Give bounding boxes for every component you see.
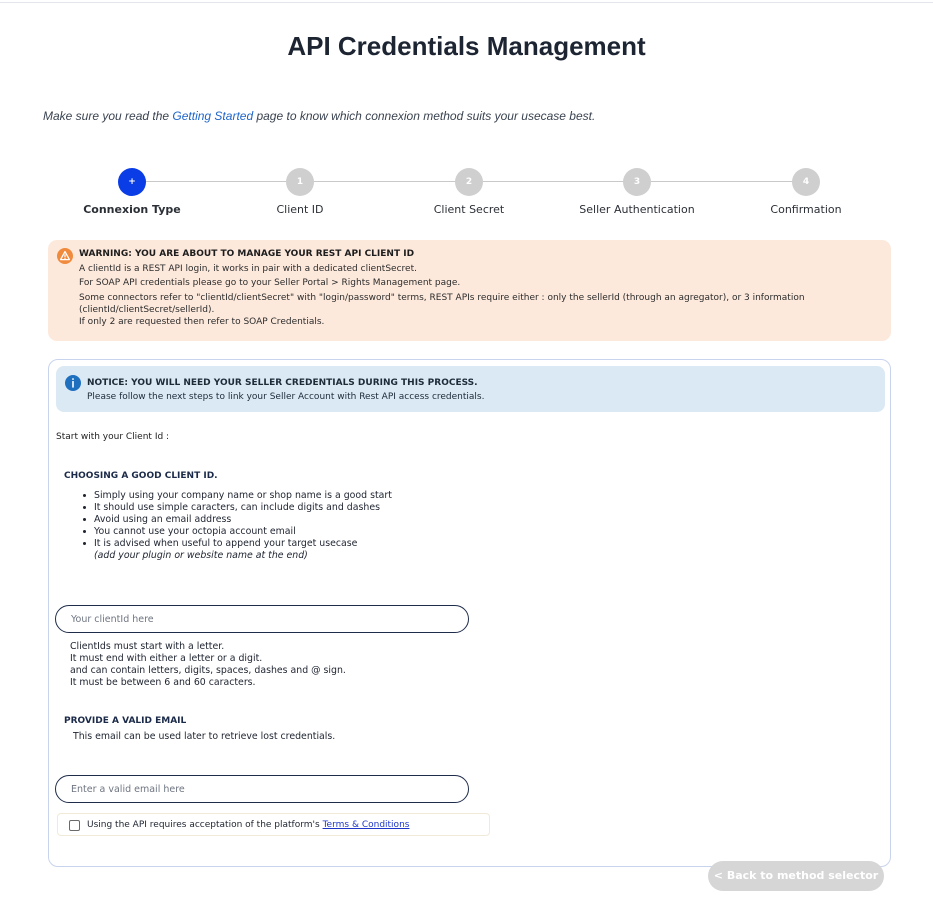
notice-title: NOTICE: YOU WILL NEED YOUR SELLER CREDENTIALS DURING THIS PROCESS.	[87, 378, 478, 388]
warning-line: For SOAP API credentials please go to your Seller Portal > Rights Management page.	[79, 278, 461, 289]
rule-line: It must be between 6 and 60 caracters.	[70, 677, 256, 688]
notice-text: Please follow the next steps to link your Seller Account with Rest API access credentials.	[87, 392, 485, 402]
info-icon	[65, 375, 81, 391]
list-item: Simply using your company name or shop name is a good start	[94, 490, 392, 501]
warning-line: Some connectors refer to "clientId/clientSecret" with "login/password" terms, REST APIs require either : only the sellerId (through an agregator), or 3 information (clientId/clientSecret/sellerId).	[79, 293, 805, 315]
list-item-text: It is advised when useful to append your target usecase	[94, 538, 358, 549]
step-label-connexion-type: Connexion Type	[83, 203, 181, 216]
client-id-rules	[70, 641, 346, 689]
email-input[interactable]	[55, 775, 469, 803]
terms-label	[87, 820, 409, 830]
step-label-seller-authentication: Seller Authentication	[579, 203, 695, 216]
step-label-client-secret: Client Secret	[433, 203, 505, 216]
step-confirmation[interactable]	[726, 168, 886, 216]
notice-alert	[56, 366, 885, 412]
step-seller-authentication[interactable]	[557, 168, 717, 216]
page-title: API Credentials Management	[287, 31, 646, 61]
terms-acceptance	[57, 813, 490, 836]
intro-text	[43, 109, 595, 123]
intro-text-start: Make sure you read the	[43, 109, 173, 123]
step-label-confirmation: Confirmation	[770, 203, 842, 216]
progress-stepper	[0, 166, 933, 226]
top-divider	[0, 2, 933, 3]
terms-label-text: Using the API requires acceptation of the platform's	[87, 820, 323, 830]
list-item: It should use simple caracters, can include digits and dashes	[94, 502, 392, 514]
terms-checkbox[interactable]	[69, 820, 80, 831]
getting-started-link[interactable]: Getting Started	[172, 109, 254, 123]
rule-line: It must end with either a letter or a digit.	[70, 653, 263, 664]
rule-line: ClientIds must start with a letter.	[70, 641, 225, 652]
step-connexion-type[interactable]	[52, 168, 212, 216]
start-text: Start with your Client Id :	[56, 432, 170, 442]
warning-title: WARNING: YOU ARE ABOUT TO MANAGE YOUR REST API CLIENT ID	[79, 249, 415, 259]
step-marker-plus: +	[118, 168, 146, 196]
client-id-input[interactable]	[55, 605, 469, 633]
step-label-client-id: Client ID	[276, 203, 324, 216]
list-item: You cannot use your octopia account email	[94, 526, 392, 538]
step-marker-2: 2	[455, 168, 483, 196]
list-item: Avoid using an email address	[94, 514, 392, 526]
step-marker-4: 4	[792, 168, 820, 196]
email-help-text: This email can be used later to retrieve lost credentials.	[73, 731, 336, 742]
warning-line: A clientId is a REST API login, it works in pair with a dedicated clientSecret.	[79, 263, 417, 274]
warning-icon	[57, 248, 73, 264]
step-marker-3: 3	[623, 168, 651, 196]
warning-alert	[48, 240, 891, 341]
warning-line: If only 2 are requested then refer to SOAP Credentials.	[79, 316, 325, 327]
intro-text-end: page to know which connexion method suits your usecase best.	[253, 109, 596, 123]
back-to-method-selector-button[interactable]: < Back to method selector	[708, 861, 884, 891]
email-heading: PROVIDE A VALID EMAIL	[64, 716, 187, 726]
step-marker-1: 1	[286, 168, 314, 196]
client-id-form-card	[48, 359, 891, 867]
terms-conditions-link[interactable]: Terms & Conditions	[322, 820, 410, 830]
step-client-id[interactable]	[220, 168, 380, 216]
step-client-secret[interactable]	[389, 168, 549, 216]
choose-client-id-heading: CHOOSING A GOOD CLIENT ID.	[64, 471, 218, 481]
client-id-tips-list	[94, 490, 392, 562]
list-item	[94, 538, 392, 562]
list-item-subtext: (add your plugin or website name at the end)	[94, 550, 308, 561]
rule-line: and can contain letters, digits, spaces, dashes and @ sign.	[70, 665, 346, 676]
